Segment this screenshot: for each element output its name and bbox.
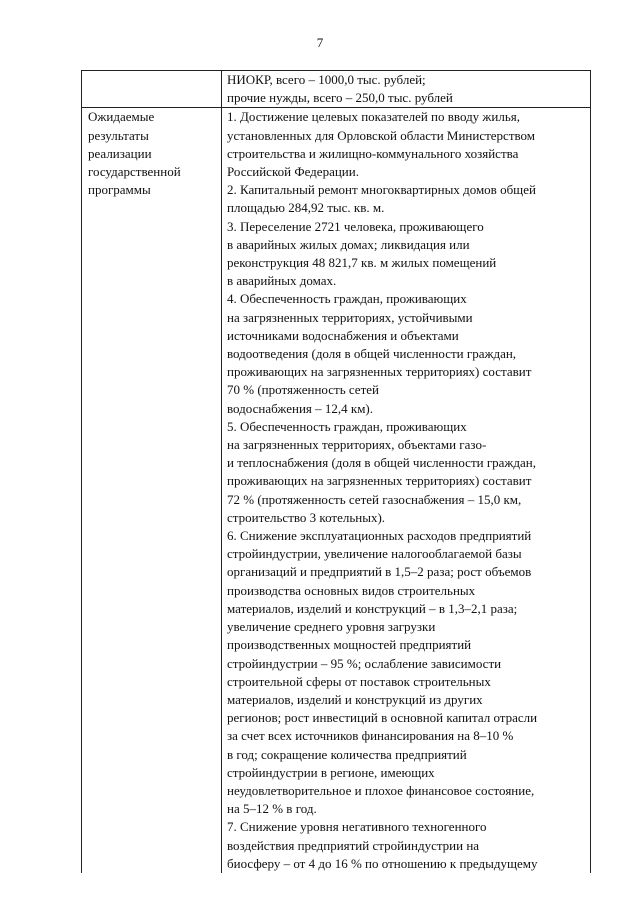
page-number: 7 (316, 35, 324, 50)
content-line: НИОКР, всего – 1000,0 тыс. рублей; (227, 72, 426, 87)
content-line: 2. Капитальный ремонт многоквартирных домов общей (227, 182, 536, 198)
content-line: 4. Обеспеченность граждан, проживающих (227, 291, 467, 307)
label-line: Ожидаемые (88, 109, 155, 125)
content-line: проживающих на загрязненных территориях) составит (227, 364, 532, 380)
content-line: неудовлетворительное и плохое финансовое состояние, (227, 782, 535, 798)
content-line: проживающих на загрязненных территориях) составит (227, 473, 532, 489)
content-line: 5. Обеспеченность граждан, проживающих (227, 418, 467, 434)
content-line: 70 % (протяженность сетей (227, 382, 379, 398)
table-row-expected-results (82, 108, 591, 873)
label-line: результаты (88, 127, 149, 143)
content-line: в аварийных домах. (227, 273, 337, 289)
content-line: установленных для Орловской области Министерством (227, 127, 536, 143)
content-line: 3. Переселение 2721 человека, проживающего (227, 218, 484, 234)
row-label-cell-empty (82, 71, 222, 108)
content-line: водоснабжения – 12,4 км). (227, 400, 373, 416)
content-line: биосферу – от 4 до 16 % по отношению к предыдущему (227, 855, 538, 871)
content-line: воздействия предприятий стройиндустрии на (227, 837, 480, 853)
content-line: организаций и предприятий в 1,5–2 раза; рост объемов (227, 564, 532, 580)
content-line: в аварийных жилых домах; ликвидация или (227, 236, 470, 252)
program-passport-table (81, 70, 591, 873)
content-line: и теплоснабжения (доля в общей численности граждан, (227, 455, 537, 471)
content-line: 72 % (протяженность сетей газоснабжения – 15,0 км, (227, 491, 522, 507)
row-content-cell-funding (222, 71, 591, 108)
content-line: Российской Федерации. (227, 164, 359, 180)
content-line: на загрязненных территориях, объектами газо- (227, 437, 487, 453)
content-line: 1. Достижение целевых показателей по вводу жилья, (227, 109, 521, 125)
content-line: строительной сферы от поставок строительных (227, 673, 491, 689)
content-line: реконструкция 48 821,7 кв. м жилых помещений (227, 255, 497, 271)
content-line: источниками водоснабжения и объектами (227, 327, 459, 343)
table-row-funding (82, 71, 591, 108)
label-line: программы (88, 182, 151, 198)
content-line: стройиндустрии – 95 %; ослабление зависимости (227, 655, 502, 671)
label-line: реализации (88, 145, 152, 161)
content-line: стройиндустрии, увеличение налогооблагаемой базы (227, 546, 522, 562)
content-line: увеличение среднего уровня загрузки (227, 619, 436, 635)
content-line: материалов, изделий и конструкций из других (227, 691, 483, 707)
content-line: производственных мощностей предприятий (227, 637, 472, 653)
row-content-cell-expected-results (222, 108, 591, 873)
content-line: на загрязненных территориях, устойчивыми (227, 309, 473, 325)
content-line: 7. Снижение уровня негативного техногенного (227, 819, 487, 835)
label-line: государственной (88, 164, 181, 180)
content-line: в год; сокращение количества предприятий (227, 746, 467, 762)
content-line: водоотведения (доля в общей численности граждан, (227, 346, 517, 362)
content-line: регионов; рост инвестиций в основной капитал отрасли (227, 710, 538, 726)
content-line: 6. Снижение эксплуатационных расходов предприятий (227, 528, 532, 544)
content-line: площадью 284,92 тыс. кв. м. (227, 200, 385, 216)
content-line: производства основных видов строительных (227, 582, 476, 598)
content-line: стройиндустрии в регионе, имеющих (227, 764, 435, 780)
content-line: материалов, изделий и конструкций – в 1,3–2,1 раза; (227, 600, 518, 616)
content-line: строительства и жилищно-коммунального хозяйства (227, 145, 519, 161)
content-line: прочие нужды, всего – 250,0 тыс. рублей (227, 90, 453, 106)
content-line: на 5–12 % в год. (227, 801, 317, 817)
content-line: за счет всех источников финансирования на 8–10 % (227, 728, 514, 744)
content-line: строительство 3 котельных). (227, 509, 386, 525)
row-label-cell-expected-results (82, 108, 222, 873)
